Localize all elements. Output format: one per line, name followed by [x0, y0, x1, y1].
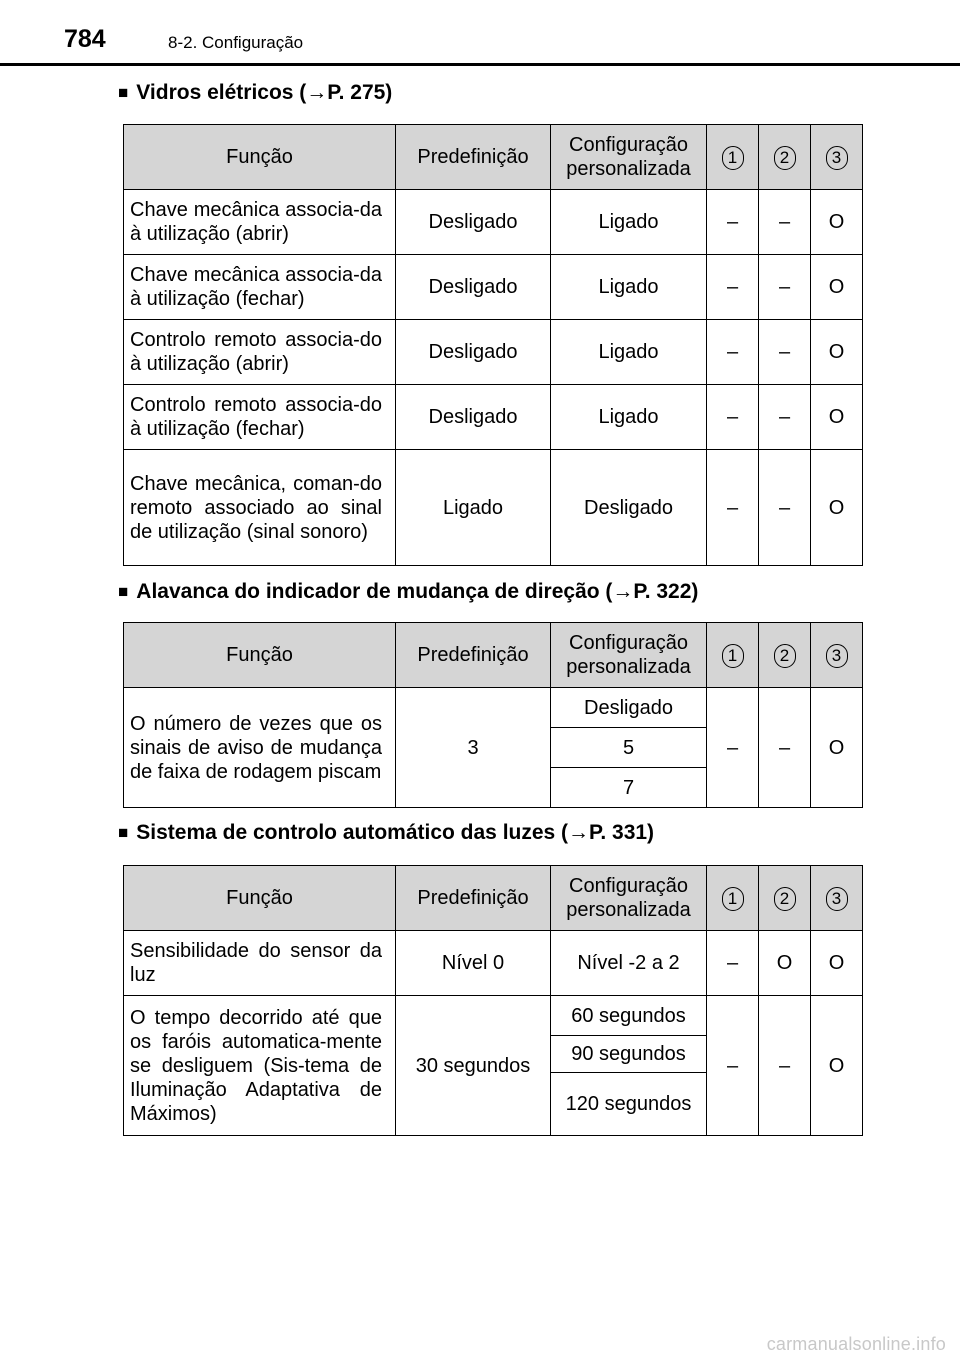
chapter-title: 8-2. Configuração: [168, 33, 304, 52]
table-header-row: [124, 125, 863, 190]
column-header-default: Predefinição: [396, 623, 551, 688]
watermark: carmanualsonline.info: [766, 1334, 946, 1354]
column-header-custom: Configuração personalizada: [551, 125, 707, 190]
section-title-power-windows: [118, 80, 392, 107]
mark-cell-1: –: [707, 931, 759, 996]
column-header-function: Função: [124, 866, 396, 931]
custom-cell: Ligado: [551, 385, 707, 450]
auto-lights-table: [123, 865, 863, 1136]
custom-option-cell: Desligado: [551, 688, 707, 728]
function-cell: Controlo remoto associa-do à utilização (fechar): [124, 385, 396, 450]
page-header: [0, 0, 960, 66]
mark-cell-3: O: [811, 255, 863, 320]
square-bullet-icon: ■: [118, 83, 129, 102]
custom-option-cell: 7: [551, 768, 707, 808]
square-bullet-icon: ■: [118, 582, 129, 601]
column-header-2: [759, 866, 811, 931]
mark-cell-3: O: [811, 996, 863, 1136]
table-row: [124, 190, 863, 255]
mark-cell-2: –: [759, 255, 811, 320]
column-header-custom: Configuração personalizada: [551, 866, 707, 931]
table-header-row: [124, 623, 863, 688]
section-title-text: Alavanca do indicador de mudança de direção (→P. 322): [136, 580, 699, 603]
mark-cell-1: –: [707, 320, 759, 385]
column-header-function: Função: [124, 623, 396, 688]
function-cell: Chave mecânica associa-da à utilização (fechar): [124, 255, 396, 320]
mark-cell-3: O: [811, 931, 863, 996]
number-2-icon: 2: [774, 887, 796, 911]
custom-option-cell: 90 segundos: [551, 1036, 707, 1073]
section-title-auto-lights: [118, 820, 654, 847]
table-row: [124, 450, 863, 566]
table-row: [124, 931, 863, 996]
number-3-icon: 3: [826, 887, 848, 911]
table-row: [124, 320, 863, 385]
turn-signal-table: [123, 622, 863, 808]
number-2-icon: 2: [774, 644, 796, 668]
column-header-custom: Configuração personalizada: [551, 623, 707, 688]
column-header-default: Predefinição: [396, 125, 551, 190]
custom-cell: Nível -2 a 2: [551, 931, 707, 996]
column-header-2: [759, 125, 811, 190]
column-header-3: [811, 125, 863, 190]
custom-option-cell: 5: [551, 728, 707, 768]
mark-cell-1: –: [707, 450, 759, 566]
custom-cell: Desligado: [551, 450, 707, 566]
mark-cell-1: –: [707, 688, 759, 808]
column-header-3: [811, 623, 863, 688]
column-header-function: Função: [124, 125, 396, 190]
mark-cell-2: –: [759, 450, 811, 566]
function-cell: Chave mecânica associa-da à utilização (abrir): [124, 190, 396, 255]
default-cell: 30 segundos: [396, 996, 551, 1136]
default-cell: Desligado: [396, 190, 551, 255]
number-3-icon: 3: [826, 644, 848, 668]
default-cell: Ligado: [396, 450, 551, 566]
table-row: [124, 996, 863, 1036]
section-title-turn-signal: [118, 579, 698, 606]
function-cell: Controlo remoto associa-do à utilização (abrir): [124, 320, 396, 385]
function-cell: Chave mecânica, coman-do remoto associado ao sinal de utilização (sinal sonoro): [124, 450, 396, 566]
table-row: [124, 255, 863, 320]
function-cell: O tempo decorrido até que os faróis automatica-mente se desliguem (Sis-tema de Iluminação Adaptativa de Máximos): [124, 996, 396, 1136]
function-cell: O número de vezes que os sinais de aviso de mudança de faixa de rodagem piscam: [124, 688, 396, 808]
mark-cell-3: O: [811, 320, 863, 385]
mark-cell-2: –: [759, 190, 811, 255]
table-row: [124, 385, 863, 450]
mark-cell-3: O: [811, 190, 863, 255]
header-rule: [0, 63, 960, 66]
power-windows-table: [123, 124, 863, 566]
default-cell: Nível 0: [396, 931, 551, 996]
mark-cell-3: O: [811, 385, 863, 450]
table-header-row: [124, 866, 863, 931]
mark-cell-3: O: [811, 450, 863, 566]
mark-cell-1: –: [707, 255, 759, 320]
default-cell: Desligado: [396, 255, 551, 320]
custom-cell: Ligado: [551, 255, 707, 320]
mark-cell-1: –: [707, 385, 759, 450]
mark-cell-2: –: [759, 996, 811, 1136]
page-number: 784: [64, 25, 106, 53]
section-title-text: Vidros elétricos (→P. 275): [136, 81, 393, 104]
default-cell: 3: [396, 688, 551, 808]
square-bullet-icon: ■: [118, 823, 129, 842]
mark-cell-2: O: [759, 931, 811, 996]
mark-cell-1: –: [707, 996, 759, 1136]
number-1-icon: 1: [722, 887, 744, 911]
column-header-1: [707, 623, 759, 688]
column-header-1: [707, 125, 759, 190]
function-cell: Sensibilidade do sensor da luz: [124, 931, 396, 996]
number-1-icon: 1: [722, 146, 744, 170]
custom-cell: Ligado: [551, 190, 707, 255]
mark-cell-2: –: [759, 688, 811, 808]
number-1-icon: 1: [722, 644, 744, 668]
number-3-icon: 3: [826, 146, 848, 170]
mark-cell-1: –: [707, 190, 759, 255]
column-header-1: [707, 866, 759, 931]
column-header-2: [759, 623, 811, 688]
table-row: [124, 688, 863, 728]
section-title-text: Sistema de controlo automático das luzes (→P. 331): [136, 821, 655, 844]
column-header-3: [811, 866, 863, 931]
custom-cell: Ligado: [551, 320, 707, 385]
default-cell: Desligado: [396, 385, 551, 450]
custom-option-cell: 120 segundos: [551, 1073, 707, 1136]
custom-option-cell: 60 segundos: [551, 996, 707, 1036]
default-cell: Desligado: [396, 320, 551, 385]
mark-cell-3: O: [811, 688, 863, 808]
mark-cell-2: –: [759, 320, 811, 385]
column-header-default: Predefinição: [396, 866, 551, 931]
number-2-icon: 2: [774, 146, 796, 170]
mark-cell-2: –: [759, 385, 811, 450]
